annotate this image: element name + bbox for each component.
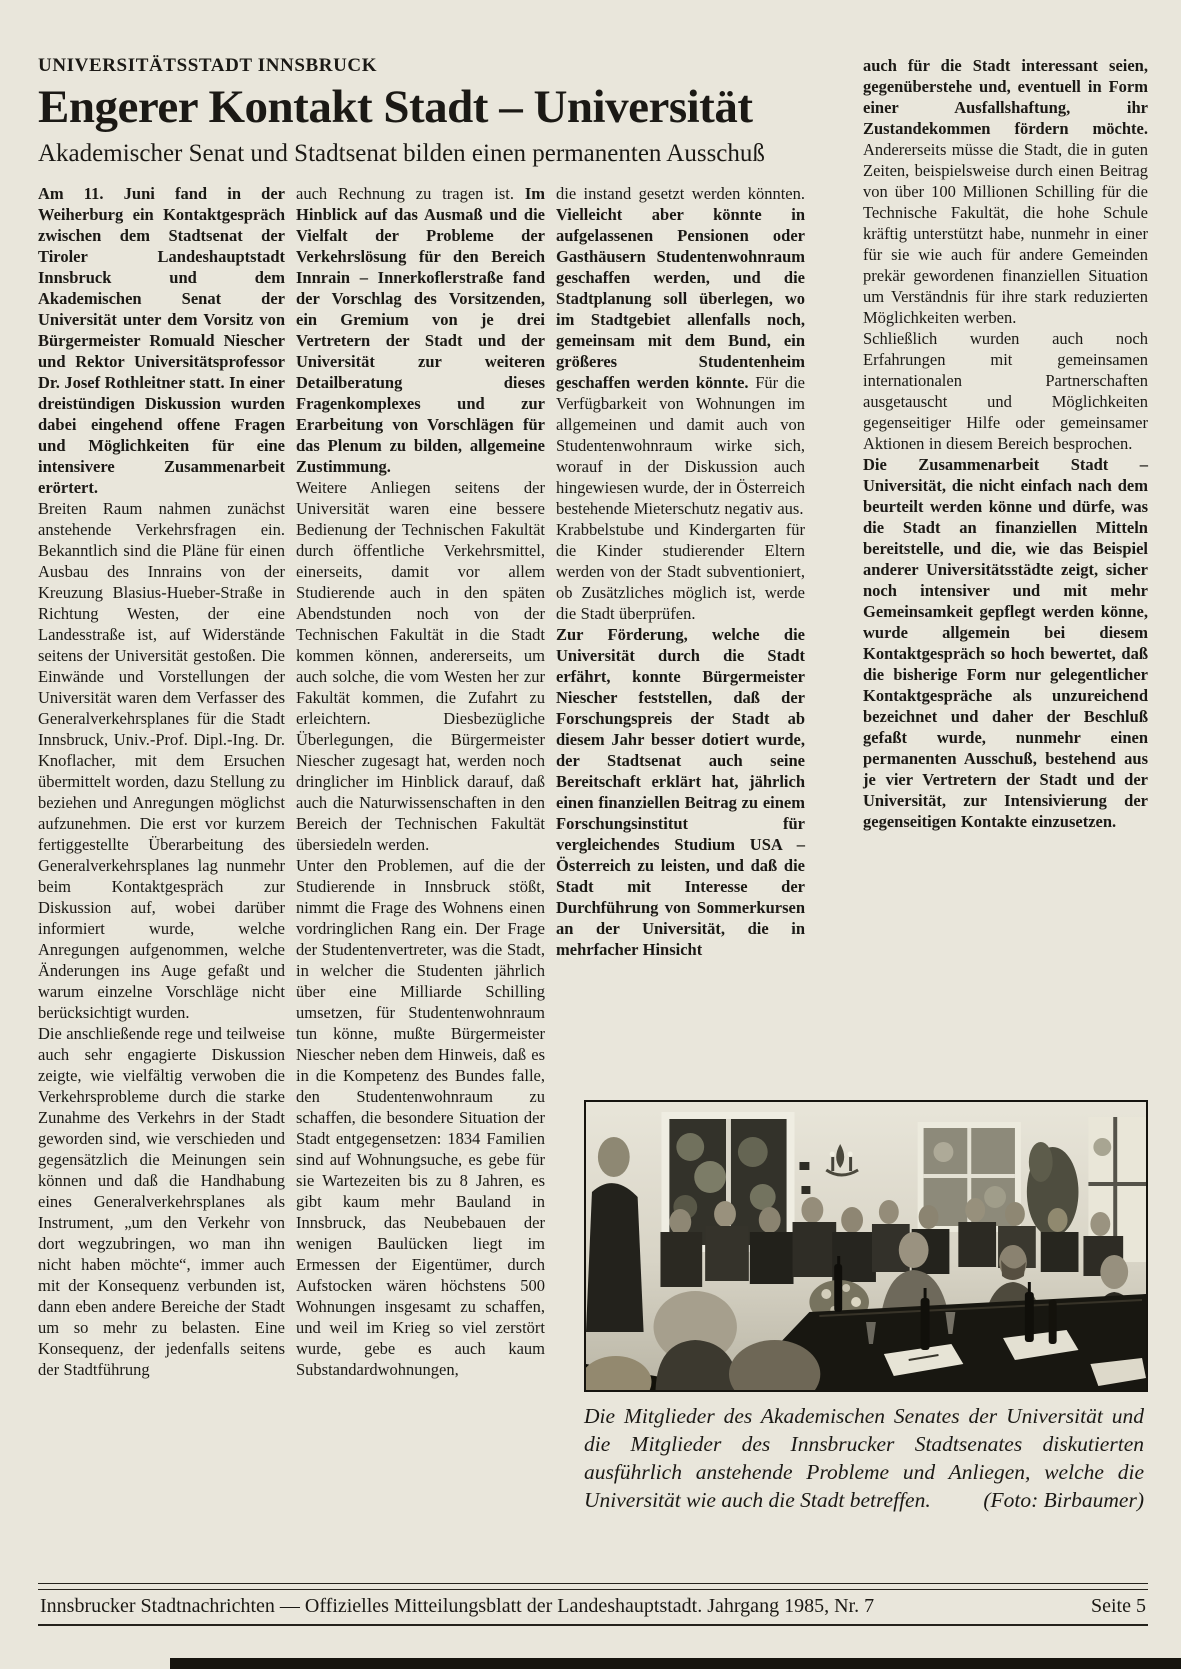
article-grid (38, 55, 1148, 1514)
page-content (38, 55, 1148, 1514)
article-paragraph: auch Rechnung zu tragen ist. Im Hinblick auf das Ausmaß und die Vielfalt der Probleme der Verkehrslösung für den Bereich Innrain – Innerkoflerstraße fand der Vorschlag des Vorsitzenden, ein Gremium von je drei Vertretern der Stadt und der Universität zur weiteren Detailberatung dieses Fragenkomplexes und zur Erarbeitung von Vorschlägen für das Plenum zu bilden, allgemeine Zustimmung. (296, 184, 545, 476)
footer-row (38, 1590, 1148, 1624)
photo-caption-text: Die Mitglieder des Akademischen Senates der Universität und die Mitglieder des Innsbrucker Stadtsenates diskutierten ausführlich anstehende Probleme und Anliegen, welche die Universität wie auch die Stadt betreffen. (584, 1404, 1144, 1512)
footer-rule-top (38, 1583, 1148, 1584)
article-paragraph: Schließlich wurden auch noch Erfahrungen mit gemeinsamen internationalen Partnerschaften ausgetauscht und Möglichkeiten gegenseitiger Hilfe oder gemeinsamer Aktionen in diesem Bereich besprochen. (863, 329, 1148, 453)
article-paragraph: Krabbelstube und Kindergarten für die Kinder studierender Eltern werden von der Stadt subventioniert, ob Zusätzliches möglich ist, werde die Stadt überprüfen. (556, 520, 805, 623)
article-header (38, 55, 805, 183)
meeting-photo-figure (584, 1100, 1148, 1514)
photo-caption (584, 1402, 1144, 1514)
kicker: UNIVERSITÄTSSTADT INNSBRUCK (38, 55, 378, 76)
photo-block (584, 1100, 1148, 1514)
article-paragraph: die instand gesetzt werden könnten. Vielleicht aber könnte in aufgelassenen Pensionen oder Gasthäusern Studentenwohnraum geschaffen werden, und die Stadtplanung soll überlegen, wo im Stadtgebiet allenfalls noch, gemeinsam mit dem Bund, ein größeres Studentenheim geschaffen werden könnte. Für die Verfügbarkeit von Wohnungen im allgemeinen und damit auch von Studentenwohnraum wirke sich, worauf in der Diskussion auch hingewiesen wurde, der in Österreich bestehende Mieterschutz negativ aus. (556, 184, 805, 518)
article-paragraph: Die Zusammenarbeit Stadt – Universität, die nicht einfach nach dem beurteilt werden könne und dürfe, was die Stadt an finanziellen Mitteln bereitstelle, und die, wie das Beispiel anderer Universitätsstädte zeigt, sicher noch intensiver und mit mehr Gemeinsamkeit gepflegt werden könne, wurde allgemein bei diesem Kontaktgespräch so hoch bewertet, daß die bisherige Form nur gelegentlicher Kontaktgespräche als unzureichend bezeichnet und daher der Beschluß gefaßt wurde, nunmehr einen permanenten Ausschuß, bestehend aus je vier Vertretern der Stadt und der Universität, zur Intensivierung der gegenseitigen Kontakte einzusetzen. (863, 455, 1148, 831)
article-paragraph: Unter den Problemen, auf die der Studierende in Innsbruck stößt, nimmt die Frage des Wohnens einen vordringlichen Rang ein. Der Frage der Studentenvertreter, was die Stadt, in welcher die Studenten jährlich über eine Milliarde Schilling umsetzen, für Studentenwohnraum tun könne, mußte Bürgermeister Niescher neben dem Hinweis, daß es in die Kompetenz des Bundes falle, den Studentenwohnraum zu schaffen, die besondere Situation der Stadt entgegensetzen: 1834 Familien sind auf Wohnungsuche, es gebe für sie Wartezeiten bis zu 8 Jahren, es gibt kaum mehr Bauland in Innsbruck, das Neubebauen der wenigen Baulücken liegt im Ermessen der Eigentümer, durch Aufstocken wären höchstens 500 Wohnungen insgesamt zu schaffen, und weil im Krieg so viel zerstört wurde, gebe es auch kaum Substandardwohnungen, (296, 856, 545, 1379)
article-column-1 (38, 183, 285, 1514)
footer-page-number: Seite 5 (1091, 1595, 1146, 1617)
article-column-2 (296, 183, 545, 1514)
article-paragraph: auch für die Stadt interessant seien, gegenüberstehe und, eventuell in Form einer Ausfallshaftung, ihr Zustandekommen fördern möchte. Andererseits müsse die Stadt, die in guten Zeiten, beispielsweise durch einen Beitrag von über 100 Millionen Schilling für die Technische Fakultät, die hohe Schule kräftig unterstützt habe, nunmehr in einer für sie wie auch für andere Gemeinden prekär gewordenen finanziellen Situation um Verständnis für ihre stark reduzierten Möglichkeiten werben. (863, 56, 1148, 327)
headline: Engerer Kontakt Stadt – Universität (38, 81, 753, 133)
scan-edge-strip (170, 1658, 1181, 1669)
footer-publication: Innsbrucker Stadtnachrichten — Offizielles Mitteilungsblatt der Landeshauptstadt. Jahrgang 1985, Nr. 7 (40, 1595, 875, 1617)
footer-rule-bottom (38, 1624, 1148, 1626)
page-footer (38, 1583, 1148, 1626)
subheadline: Akademischer Senat und Stadtsenat bilden einen permanenten Ausschuß (38, 139, 765, 167)
article-paragraph: Die anschließende rege und teilweise auch sehr engagierte Diskussion zeigte, wie vielfältig verwoben die Verkehrsprobleme durch die starke Zunahme des Verkehrs in der Stadt geworden sind, wie verschieden und gegensätzlich die Meinungen sein können und daß die Handhabung eines Generalverkehrsplanes als Instrument, „um den Verkehr von dort wegzubringen, wo man ihn nicht haben möchte“, immer auch mit der Konsequenz verbunden ist, dann eben andere Bereiche der Stadt um so mehr zu belasten. Eine Konsequenz, der jedenfalls seitens der Stadtführung (38, 1024, 285, 1379)
meeting-photo (584, 1100, 1148, 1392)
article-paragraph: Weitere Anliegen seitens der Universität waren eine bessere Bedienung der Technischen Fakultät durch öffentliche Verkehrsmittel, einerseits, damit vor allem Studierende auch in den späten Abendstunden noch von der Technischen Fakultät in die Stadt kommen können, andererseits, um auch solche, die vom Westen her zur Fakultät kommen, die Zufahrt zu erleichtern. Diesbezügliche Überlegungen, die Bürgermeister Niescher zugesagt hat, werden noch dringlicher im Hinblick darauf, daß auch die Naturwissenschaften in den Bereich der Technischen Fakultät übersiedeln werden. (296, 478, 545, 854)
article-column-4 (863, 55, 1148, 1100)
article-paragraph: Am 11. Juni fand in der Weiherburg ein Kontaktgespräch zwischen dem Stadtsenat der Tiroler Landeshauptstadt Innsbruck und dem Akademischen Senat der Universität unter dem Vorsitz von Bürgermeister Romuald Niescher und Rektor Universitätsprofessor Dr. Josef Rothleitner statt. In einer dreistündigen Diskussion wurden dabei eingehend offene Fragen und Möglichkeiten für eine intensivere Zusammenarbeit erörtert. (38, 184, 285, 497)
article-column-3 (556, 183, 805, 1100)
meeting-photo-illustration (586, 1102, 1146, 1390)
article-paragraph: Breiten Raum nahmen zunächst anstehende Verkehrsfragen ein. Bekanntlich sind die Pläne für einen Ausbau des Innrains von der Kreuzung Blasius-Hueber-Straße in Richtung Westen, der eine Landesstraße ist, auf Widerstände seitens der Universität gestoßen. Die Einwände und Vorstellungen der Universität waren dem Verfasser des Generalverkehrsplanes für die Stadt Innsbruck, Univ.-Prof. Dipl.-Ing. Dr. Knoflacher, mit dem Ersuchen übermittelt worden, dazu Stellung zu beziehen und Anregungen möglichst aufzunehmen. Die erst vor kurzem fertiggestellte Überarbeitung des Generalverkehrsplanes lag nunmehr beim Kontaktgespräch zur Diskussion auf, wobei darüber informiert wurde, welche Anregungen aufgenommen, welche Änderungen ins Auge gefaßt und warum einzelne Vorschläge nicht berücksichtigt wurden. (38, 499, 285, 1022)
photo-credit: (Foto: Birbaumer) (983, 1488, 1144, 1512)
article-paragraph: Zur Förderung, welche die Universität durch die Stadt erfährt, konnte Bürgermeister Niescher feststellen, daß der Forschungspreis der Stadt ab diesem Jahr besser dotiert wurde, der Stadtsenat auch seine Bereitschaft erklärt hat, jährlich einen finanziellen Beitrag zu einem Forschungsinstitut für vergleichendes Studium USA – Österreich zu leisten, und daß die Stadt mit Interesse der Durchführung von Sommerkursen an der Universität, die in mehrfacher Hinsicht (556, 625, 805, 959)
